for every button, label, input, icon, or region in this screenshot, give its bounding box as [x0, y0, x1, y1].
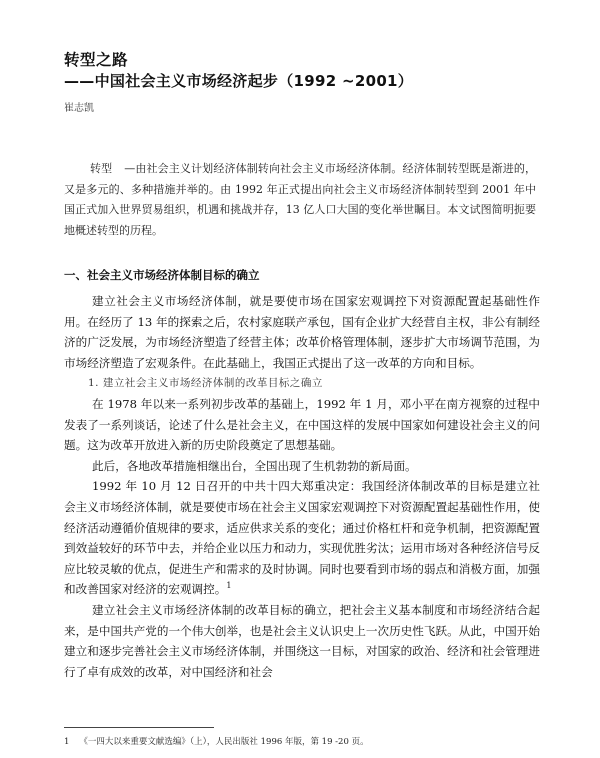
- author-name: 崔志凯: [64, 103, 94, 114]
- paragraph: 此后，各地改革措施相继出台，全国出现了生机勃勃的新局面。: [92, 458, 417, 473]
- footnote-text: 《一四大以来重要文献选编》（上），人民出版社 1996 年版，第 19 -20 页。: [79, 737, 369, 747]
- article-title: 转型之路: [64, 51, 129, 69]
- footnote-marker: 1: [226, 581, 232, 591]
- section-heading: 一、社会主义市场经济体制目标的确立: [64, 268, 260, 282]
- paragraph-text: 1992 年 10 月 12 日召开的中共十四大郑重决定：我国经济体制改革的目标是建立社会主义市场经济体制，就是要使市场在社会主义国家宏观调控下对资源配置起基础性作用，使经济活动遵循价值规律的要求，适应供求关系的变化；通过价格杠杆和竞争机制，把资源配置到效益较好的环节中去，并给企业以压力和动力，实现优胜劣汰；运用市场对各种经济信号反应比较灵敏的优点，促进生产和需求的及时协调。同时也要看到市场的弱点和消极方面，加强和改善国家对经济的宏观调控。: [64, 479, 540, 597]
- footnote: [64, 735, 369, 747]
- paragraph: 建立社会主义市场经济体制，就是要使市场在国家宏观调控下对资源配置起基础性作用。在经历了 13 年的探索之后，农村家庭联产承包，国有企业扩大经营自主权，非公有制经济的广泛发展，为市场经济塑造了经营主体；改革价格管理体制，逐步扩大市场调节范围，为市场经济塑造了宏观条件。在此基础上，我国正式提出了这一改革的方向和目标。: [64, 294, 540, 370]
- abstract: [64, 159, 536, 241]
- paragraph: [64, 476, 540, 600]
- article-subtitle: ——中国社会主义市场经济起步（1992 ~2001）: [64, 72, 414, 90]
- paragraph: 建立社会主义市场经济体制的改革目标的确立，把社会主义基本制度和市场经济结合起来，是中国共产党的一个伟大创举，也是社会主义认识史上一次历史性飞跃。从此，中国开始建立和逐步完善社会主义市场经济体制，并围绕这一目标，对国家的政治、经济和社会管理进行了卓有成效的改革，对中国经济和社会: [64, 602, 540, 679]
- abstract-text: —由社会主义计划经济体制转向社会主义市场经济体制。经济体制转型既是渐进的，又是多元的、多种措施并举的。由 1992 年正式提出向社会主义市场经济体制转型到 2001 年中国正式加入世界贸易组织，机遇和挑战并存，13 亿人口大国的变化举世瞩目。本文试图简明扼要地概述转型的历程。: [64, 162, 536, 237]
- abstract-label: 转型: [90, 162, 113, 175]
- footnote-number: 1: [64, 737, 70, 747]
- paragraph: 在 1978 年以来一系列初步改革的基础上，1992 年 1 月，邓小平在南方视察的过程中发表了一系列谈话，论述了什么是社会主义，在中国这样的发展中国家如何建设社会主义的问题。这为改革开放进入新的历史阶段奠定了思想基础。: [64, 396, 540, 453]
- subsection-heading: 1. 建立社会主义市场经济体制的改革目标之确立: [88, 377, 323, 390]
- footnote-divider: [64, 727, 214, 728]
- section-body: [64, 291, 540, 682]
